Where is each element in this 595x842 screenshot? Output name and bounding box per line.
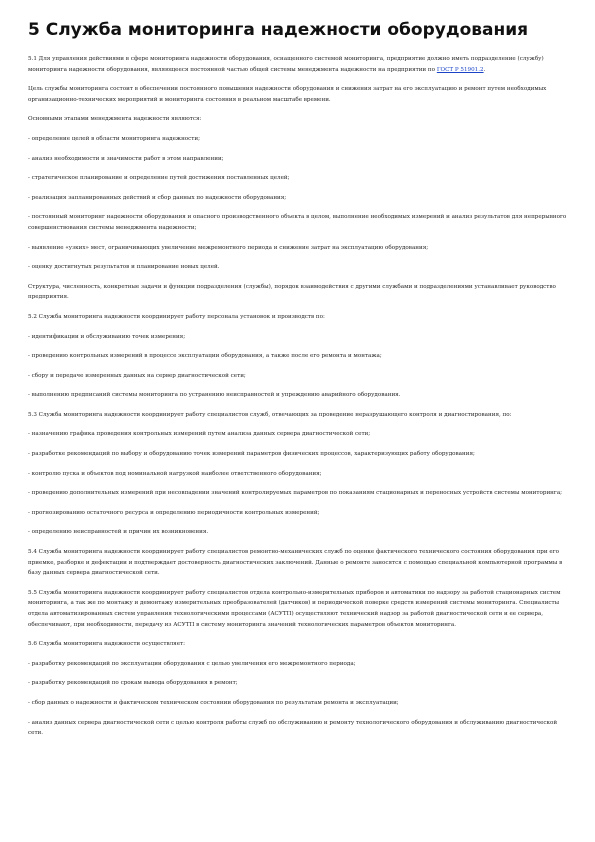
paragraph-goal: Цель службы мониторинга состоит в обеспечении постоянного повышения надежности оборудования и снижения затрат на его эксплуатацию и ремонт путем необходимых организационно-технических мероприятий и мониторинга состояния в реальном масштабе времени. [28,86,547,103]
list-item: - назначению графика проведения контрольных измерений путем анализа данных сервера диагностической сети; [28,431,371,438]
paragraph-5-6: 5.6 Служба мониторинга надежности осуществляет: [28,641,185,648]
paragraph-stages-intro: Основными этапами менеджмента надежности являются: [28,116,202,123]
list-item: - выполнению предписаний системы мониторинга по устранению неисправностей и упреждению аварийного оборудования. [28,392,401,399]
list-item: - контролю пуска и объектов под номинальной нагрузкой наиболее ответственного оборудования; [28,470,322,477]
list-item: - определению неисправностей и причин их возникновения. [28,529,209,536]
paragraph-5-5: 5.5 Служба мониторинга надежности координирует работу специалистов отдела контрольно-измерительных приборов и автоматики по надзору за работой стационарных систем мониторинга, а так же по монтажу и демонтажу измерительных преобразователей (датчиков) и периодической поверке средств измерений системы мониторинга. Специалисты отдела автоматизированных систем управления технологическими процессами (АСУТП) осуществляют технический надзор за работой диагностической сети и ее сервера, обеспечивают, при необходимости, передачу из АСУТП в систему мониторинга значений технологических параметров объектов мониторинга. [28,589,561,628]
list-item: - постоянный мониторинг надежности оборудования и опасного производственного объекта в целом, выполнение необходимых измерений и анализ результатов для непрерывного совершенствования системы менеджмента надежности; [28,214,567,231]
list-item: - выявление «узких» мест, ограничивающих увеличение межремонтного периода и снижение затрат на эксплуатацию оборудования; [28,244,429,251]
list-item: - сбор данных о надежности и фактическом техническом состоянии оборудования по результатам ремонта и эксплуатации; [28,699,399,706]
paragraph-structure: Структура, численность, конкретные задачи и функции подразделения (службы), порядок взаимодействия с другими службами и подразделениями устанавливает руководство предприятия. [28,283,556,301]
list-item: - анализ необходимости и значимости работ в этом направлении; [28,155,224,162]
list-item: - прогнозированию остаточного ресурса и определению периодичности контрольных измерений; [28,509,320,516]
list-item: - разработку рекомендаций по срокам вывода оборудования в ремонт; [28,680,238,687]
paragraph-5-1 [28,54,567,75]
list-item: - сбору и передаче измеренных данных на сервер диагностической сети; [28,372,246,379]
list-item: - определение целей в области мониторинга надежности; [28,135,200,142]
paragraph-5-4: 5.4 Служба мониторинга надежности координирует работу специалистов ремонтно-механических служб по оценке фактического технического состояния оборудования при его приемке, разборке и дефектации и подтверждает достоверность диагностических заключений. Данные о ремонте заносятся с помощью специальной компьютерной программы в базу данных сервера диагностической сети. [28,549,563,577]
gost-link[interactable]: ГОСТ Р 51901.2 [436,66,484,73]
list-item: - реализация запланированных действий и сбор данных по надежности оборудования; [28,194,287,201]
paragraph-5-2: 5.2 Служба мониторинга надежности координирует работу персонала установок и производств по: [28,313,325,320]
list-item: - проведению контрольных измерений в процессе эксплуатации оборудования, а также после его ремонта и монтажа; [28,353,382,360]
page-title: 5 Служба мониторинга надежности оборудования [28,20,529,40]
p1-end: . [483,66,486,73]
list-item: - разработку рекомендаций по эксплуатации оборудования с целью увеличения его межремонтного периода; [28,660,356,667]
list-item: - анализ данных сервера диагностической сети с целью контроля работы служб по обслуживанию и ремонту технологического оборудования и обслуживанию диагностической сети. [28,719,558,737]
paragraph-5-3: 5.3 Служба мониторинга надежности координирует работу специалистов служб, отвечающих за проведение неразрушающего контроля и диагностирования, по: [28,411,512,418]
list-item: - стратегическое планирование и определение путей достижения поставленных целей; [28,175,290,182]
p1-text: 5.1 Для управления действиями в сфере мониторинга надежности оборудования, оснащенного системой мониторинга, предприятие должно иметь подразделение (службу) мониторинга надежности оборудования, являющееся постоянной частью общей системы менеджмента надежности на предприятии по [28,56,544,73]
list-item: - оценку достигнутых результатов и планирование новых целей. [28,264,220,271]
list-item: - идентификации и обслуживанию точек измерения; [28,333,186,340]
list-item: - разработке рекомендаций по выбору и оборудованию точек измерений параметров физических процессов, характеризующих работу оборудования; [28,451,475,458]
list-item: - проведению дополнительных измерений при несовпадении значений контролируемых параметров по показаниям стационарных и переносных устройств системы мониторинга; [28,490,563,497]
